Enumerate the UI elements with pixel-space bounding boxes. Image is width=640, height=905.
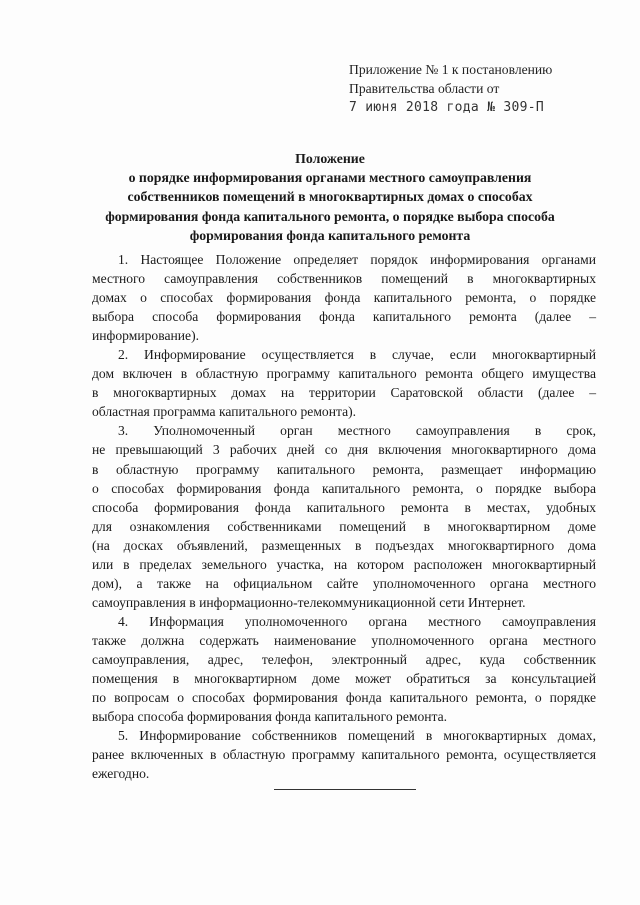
text-line: 1. Настоящее Положение определяет порядок информирования органами xyxy=(118,252,596,267)
paragraph-2 xyxy=(92,345,596,421)
text-line: 2. Информирование осуществляется в случае, если многоквартирный xyxy=(118,347,596,363)
title-heading: Положение xyxy=(295,151,365,166)
paragraph-4 xyxy=(92,612,596,726)
text-line: 3. Уполномоченный орган местного самоуправления в срок, xyxy=(118,423,596,439)
text-line: дом включен в областную программу капитального ремонта общего имущества xyxy=(92,366,596,382)
title-line: о порядке информирования органами местного самоуправления xyxy=(128,170,532,186)
title-line: формирования фонда капитального ремонта xyxy=(189,227,471,243)
text-line: выбора способа формирования фонда капитального ремонта. xyxy=(92,709,448,725)
paragraph-3 xyxy=(92,421,596,611)
text-line: 4. Информация уполномоченного органа местного самоуправления xyxy=(118,613,596,629)
text-line: информирование). xyxy=(92,328,199,344)
text-line: не превышающий 3 рабочих дней со дня включения многоквартирного дома xyxy=(92,442,596,458)
document-body xyxy=(92,250,596,783)
paragraph-5 xyxy=(92,726,596,783)
text-line: дом), а также на официальном сайте уполномоченного органа местного xyxy=(92,575,596,591)
document-title xyxy=(80,149,580,245)
text-line: способа формирования фонда капитального ремонта в местах, удобных xyxy=(92,499,596,515)
title-line: собственников помещений в многоквартирных домах о способах xyxy=(127,189,533,205)
text-line: ежегодно. xyxy=(92,766,150,782)
paragraph-1 xyxy=(92,250,596,345)
text-line: для ознакомления собственниками помещений в многоквартирном доме xyxy=(92,518,596,534)
appendix-header xyxy=(349,60,619,117)
text-line: (на досках объявлений, размещенных в подъездах многоквартирного дома xyxy=(92,537,596,553)
text-line: областная программа капитального ремонта). xyxy=(92,404,357,420)
text-line: выбора способа формирования фонда капитального ремонта (далее – xyxy=(92,309,596,325)
text-line: ранее включенных в областную программу капитального ремонта, осуществляется xyxy=(92,747,596,763)
text-line: по вопросам о способах формирования фонда капитального ремонта, о порядке xyxy=(92,690,596,706)
text-line: местного самоуправления собственников помещений в многоквартирных xyxy=(92,271,596,287)
text-line: самоуправления, адрес, телефон, электронный адрес, куда собственник xyxy=(92,651,596,667)
appendix-date-number: 7 июня 2018 года № 309-П xyxy=(349,100,545,115)
appendix-line-2: Правительства области от xyxy=(349,81,500,96)
text-line: о способах формирования фонда капитального ремонта, о порядке выбора xyxy=(92,480,596,496)
text-line: в многоквартирных домах на территории Саратовской области (далее – xyxy=(92,385,596,401)
closing-divider xyxy=(274,789,416,790)
appendix-line-1: Приложение № 1 к постановлению xyxy=(349,62,553,77)
text-line: помещения в многоквартирном доме может обратиться за консультацией xyxy=(92,671,596,687)
text-line: 5. Информирование собственников помещений в многоквартирных домах, xyxy=(118,728,596,744)
text-line: самоуправления в информационно-телекоммуникационной сети Интернет. xyxy=(92,594,526,610)
text-line: также должна содержать наименование уполномоченного органа местного xyxy=(92,632,596,648)
text-line: домах о способах формирования фонда капитального ремонта, о порядке xyxy=(92,290,596,306)
text-line: в областную программу капитального ремонта, размещает информацию xyxy=(92,461,596,477)
title-line: формирования фонда капитального ремонта, о порядке выбора способа xyxy=(105,208,555,224)
text-line: или в пределах земельного участка, на котором расположен многоквартирный xyxy=(92,556,596,572)
